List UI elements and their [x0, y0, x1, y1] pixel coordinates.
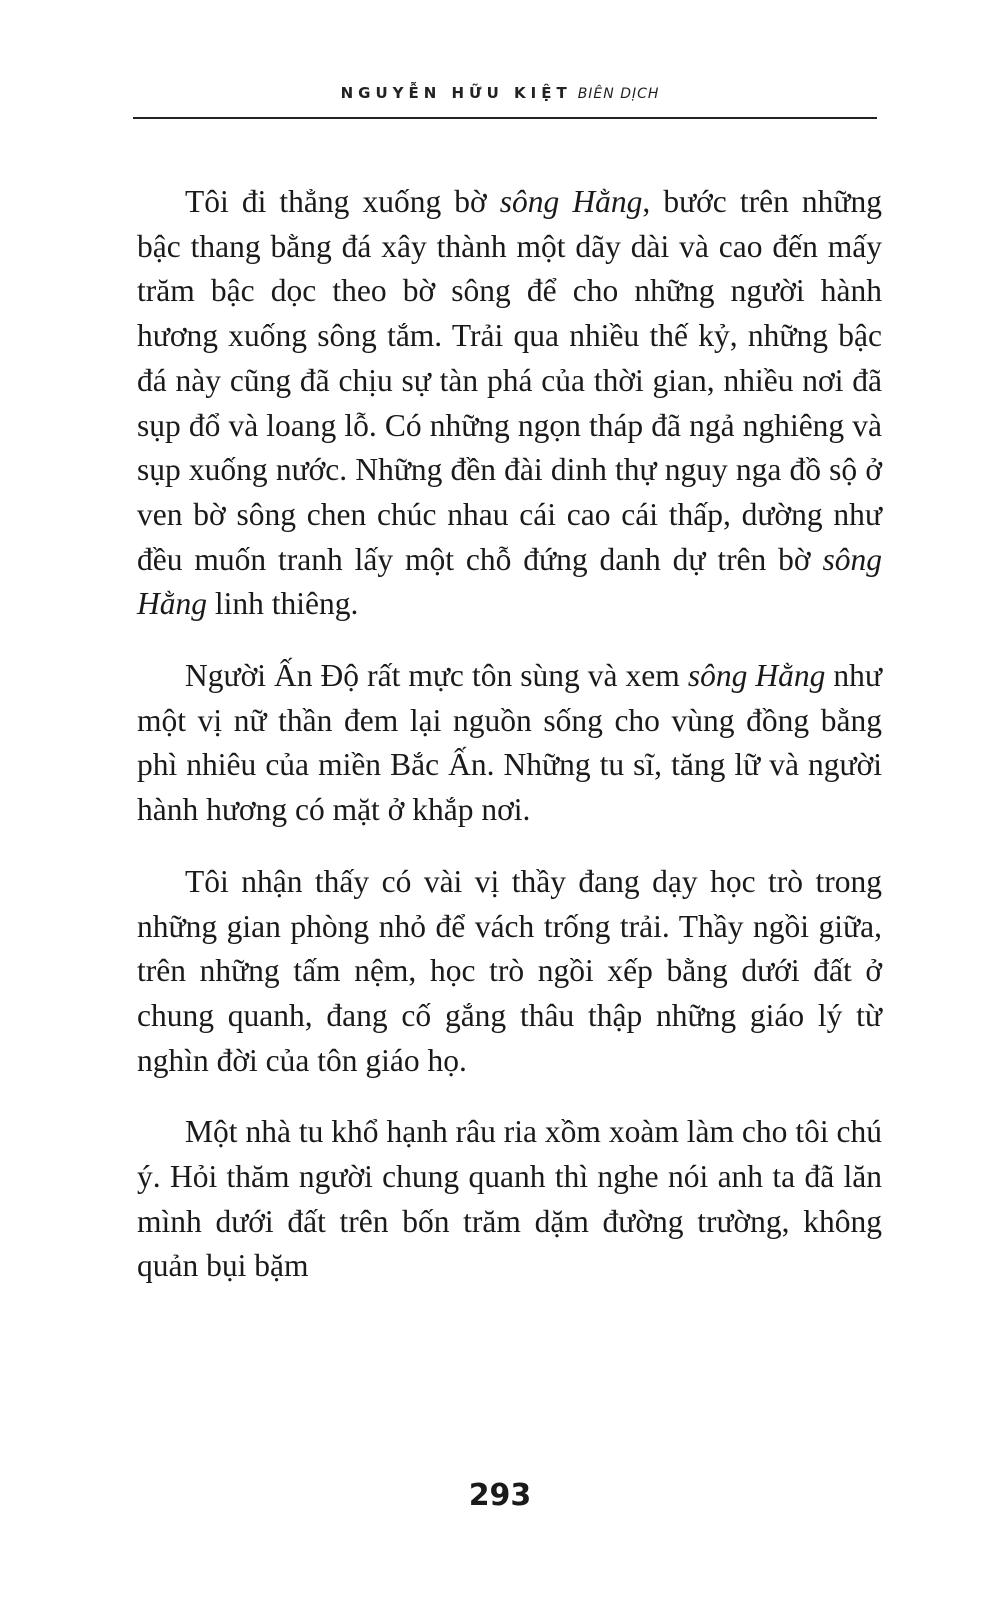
paragraph-3: Tôi nhận thấy có vài vị thầy đang dạy học trò trong những gian phòng nhỏ để vách trống trải. Thầy ngồi giữa, trên những tấm nệm, học trò ngồi xếp bằng dưới đất ở chung quanh, đang cố gắng thâu thập những giáo lý từ nghìn đời của tôn giáo họ.	[137, 863, 882, 1078]
river-name: sông Hằng	[499, 184, 643, 219]
header-author: NGUYỄN HỮU KIỆT	[340, 84, 572, 102]
paragraph-1: Tôi đi thẳng xuống bờ sông Hằng, bước trên những bậc thang bằng đá xây thành một dãy dài và cao đến mấy trăm bậc dọc theo bờ sông để cho những người hành hương xuống sông tắm. Trải qua nhiều thế kỷ, những bậc đá này cũng đã chịu sự tàn phá của thời gian, nhiều nơi đã sụp đổ và loang lỗ. Có những ngọn tháp đã ngả nghiêng và sụp xuống nước. Những đền đài dinh thự nguy nga đồ sộ ở ven bờ sông chen chúc nhau cái cao cái thấp, dường như đều muốn tranh lấy một chỗ đứng danh dự trên bờ sông Hằng linh thiêng.	[137, 184, 882, 622]
river-name: sông Hằng	[687, 658, 826, 694]
river-name: sông Hằng	[137, 541, 882, 622]
paragraph-2: Người Ấn Độ rất mực tôn sùng và xem sông Hằng như một vị nữ thần đem lại nguồn sống cho vùng đồng bằng phì nhiêu của miền Bắc Ấn. Những tu sĩ, tăng lữ và người hành hương có mặt ở khắp nơi.	[137, 658, 882, 828]
header-role: BIÊN DỊCH	[577, 86, 660, 102]
paragraph-4: Một nhà tu khổ hạnh râu ria xồm xoàm làm cho tôi chú ý. Hỏi thăm người chung quanh thì nghe nói anh ta đã lăn mình dưới đất trên bốn trăm dặm đường trường, không quản bụi bặm	[137, 1114, 882, 1284]
running-header	[0, 84, 1000, 102]
page-number: 293	[468, 1478, 532, 1513]
page-body	[137, 180, 882, 1289]
header-rule	[133, 117, 877, 119]
